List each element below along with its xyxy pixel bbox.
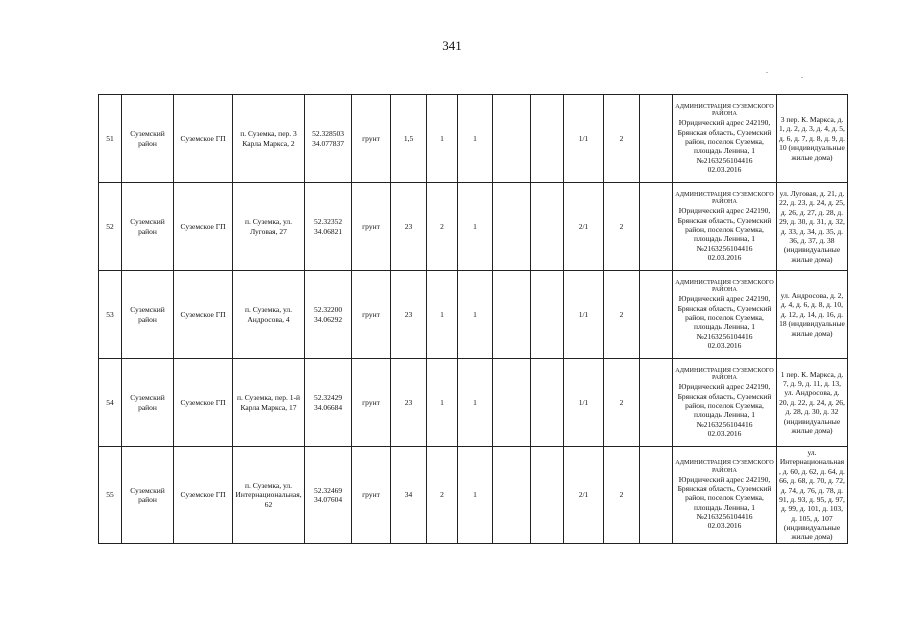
coordinates-cell: 52.32352 34.06821: [305, 183, 352, 271]
empty-cell: [640, 271, 673, 359]
table-row: [99, 447, 848, 544]
count-cell: 1: [458, 183, 493, 271]
administration-cell: [673, 359, 777, 447]
table-row: [99, 95, 848, 183]
surface-cell: грунт: [352, 183, 391, 271]
empty-cell: [493, 271, 531, 359]
served-houses-cell: 1 пер. К. Маркса, д. 7, д. 9, д. 11, д. 13, ул. Андросова, д. 20, д. 22, д. 24, д. 26, д. 28, д. 30, д. 32 (индивидуальные жилые дома): [777, 359, 848, 447]
admin-date: 02.03.2016: [707, 253, 742, 262]
empty-cell: [493, 183, 531, 271]
empty-cell: [531, 447, 564, 544]
ratio-cell: 2/1: [564, 183, 604, 271]
served-houses-cell: 3 пер. К. Маркса, д. 1, д. 2, д. 3, д. 4, д. 5, д. 6, д. 7, д. 8, д. 9, д. 10 (индивидуальные жилые дома): [777, 95, 848, 183]
surface-cell: грунт: [352, 447, 391, 544]
count-cell: 2: [604, 183, 640, 271]
count-cell: 1: [458, 447, 493, 544]
settlement-cell: Суземское ГП: [174, 359, 233, 447]
page-number: 341: [442, 38, 462, 53]
admin-date: 02.03.2016: [707, 521, 742, 531]
scan-speck: [766, 72, 768, 73]
empty-cell: [531, 183, 564, 271]
area-cell: 34: [391, 447, 427, 544]
area-cell: 23: [391, 359, 427, 447]
settlement-cell: Суземское ГП: [174, 447, 233, 544]
row-number: 53: [99, 271, 122, 359]
admin-address: Юридический адрес 242190, Брянская область, Суземский район, поселок Суземка, площадь Ленина, 1: [677, 382, 772, 420]
settlement-cell: Суземское ГП: [174, 183, 233, 271]
row-number: 52: [99, 183, 122, 271]
administration-cell: [673, 447, 777, 544]
count-cell: 2: [604, 359, 640, 447]
empty-cell: [640, 95, 673, 183]
coordinates-cell: 52.328503 34.077837: [305, 95, 352, 183]
served-houses-cell: ул. Андросова, д. 2, д. 4, д. 6, д. 8, д. 10, д. 12, д. 14, д. 16, д. 18 (индивидуальные жилые дома): [777, 271, 848, 359]
empty-cell: [493, 95, 531, 183]
ratio-cell: 1/1: [564, 271, 604, 359]
count-cell: 1: [427, 271, 458, 359]
district-cell: Суземский район: [122, 95, 174, 183]
admin-address: Юридический адрес 242190, Брянская область, Суземский район, поселок Суземка, площадь Ленина, 1: [677, 206, 772, 244]
address-cell: п. Суземка, пер. 3 Карла Маркса, 2: [233, 95, 305, 183]
count-cell: 1: [427, 95, 458, 183]
admin-ogrn: №2163256104416: [696, 512, 753, 521]
table-row: [99, 359, 848, 447]
admin-date: 02.03.2016: [707, 341, 742, 350]
container-site-registry-table: [98, 94, 848, 544]
empty-cell: [531, 359, 564, 447]
admin-title: АДМИНИСТРАЦИЯ СУЗЕМСКОГО РАЙОНА: [675, 278, 774, 294]
count-cell: 1: [458, 271, 493, 359]
admin-address: Юридический адрес 242190, Брянская область, Суземский район, поселок Суземка, площадь Ленина, 1: [677, 294, 772, 332]
admin-title: АДМИНИСТРАЦИЯ СУЗЕМСКОГО РАЙОНА: [675, 366, 774, 382]
surface-cell: грунт: [352, 359, 391, 447]
admin-address: Юридический адрес 242190, Брянская область, Суземский район, поселок Суземка, площадь Ленина, 1: [677, 118, 772, 156]
empty-cell: [531, 271, 564, 359]
served-houses-cell: ул. Интернациональная, д. 60, д. 62, д. 64, д. 66, д. 68, д. 70, д. 72, д. 74, д. 76, д. 78, д. 91, д. 93, д. 95, д. 97, д. 99, д. 101, д. 103, д. 105, д. 107 (индивидуальные жилые дома): [777, 447, 848, 544]
empty-cell: [640, 447, 673, 544]
count-cell: 2: [604, 447, 640, 544]
ratio-cell: 1/1: [564, 95, 604, 183]
area-cell: 23: [391, 183, 427, 271]
table-row: [99, 183, 848, 271]
scan-speck: [801, 77, 803, 78]
address-cell: п. Суземка, пер. 1-й Карла Маркса, 17: [233, 359, 305, 447]
coordinates-cell: 52.32469 34.07604: [305, 447, 352, 544]
empty-cell: [493, 447, 531, 544]
address-cell: п. Суземка, ул. Андросова, 4: [233, 271, 305, 359]
admin-date: 02.03.2016: [707, 429, 742, 438]
admin-address: Юридический адрес 242190, Брянская область, Суземский район, поселок Суземка, площадь Ленина, 1: [677, 474, 772, 512]
admin-title: АДМИНИСТРАЦИЯ СУЗЕМСКОГО РАЙОНА: [675, 102, 774, 118]
table-body: [99, 95, 848, 544]
district-cell: Суземский район: [122, 359, 174, 447]
row-number: 51: [99, 95, 122, 183]
empty-cell: [531, 95, 564, 183]
empty-cell: [493, 359, 531, 447]
admin-title: АДМИНИСТРАЦИЯ СУЗЕМСКОГО РАЙОНА: [675, 459, 774, 474]
area-cell: 23: [391, 271, 427, 359]
settlement-cell: Суземское ГП: [174, 271, 233, 359]
admin-ogrn: №2163256104416: [696, 155, 753, 165]
surface-cell: грунт: [352, 271, 391, 359]
surface-cell: грунт: [352, 95, 391, 183]
settlement-cell: Суземское ГП: [174, 95, 233, 183]
count-cell: 1: [458, 95, 493, 183]
address-cell: п. Суземка, ул. Луговая, 27: [233, 183, 305, 271]
admin-ogrn: №2163256104416: [696, 419, 753, 429]
district-cell: Суземский район: [122, 447, 174, 544]
area-cell: 1,5: [391, 95, 427, 183]
administration-cell: [673, 183, 777, 271]
admin-date: 02.03.2016: [707, 165, 742, 174]
empty-cell: [640, 359, 673, 447]
coordinates-cell: 52.32429 34.06684: [305, 359, 352, 447]
empty-cell: [640, 183, 673, 271]
count-cell: 2: [427, 183, 458, 271]
admin-title: АДМИНИСТРАЦИЯ СУЗЕМСКОГО РАЙОНА: [675, 190, 774, 206]
admin-ogrn: №2163256104416: [696, 331, 753, 341]
count-cell: 1: [427, 359, 458, 447]
count-cell: 2: [604, 95, 640, 183]
address-cell: п. Суземка, ул. Интернациональная, 62: [233, 447, 305, 544]
administration-cell: [673, 271, 777, 359]
table-row: [99, 271, 848, 359]
district-cell: Суземский район: [122, 271, 174, 359]
count-cell: 2: [604, 271, 640, 359]
row-number: 55: [99, 447, 122, 544]
district-cell: Суземский район: [122, 183, 174, 271]
ratio-cell: 2/1: [564, 447, 604, 544]
count-cell: 1: [458, 359, 493, 447]
served-houses-cell: ул. Луговая, д. 21, д. 22, д. 23, д. 24, д. 25, д. 26, д. 27, д. 28, д. 29, д. 30, д. 31, д. 32, д. 33, д. 34, д. 35, д. 36, д. 37, д. 38 (индивидуальные жилые дома): [777, 183, 848, 271]
count-cell: 2: [427, 447, 458, 544]
admin-ogrn: №2163256104416: [696, 243, 753, 253]
administration-cell: [673, 95, 777, 183]
ratio-cell: 1/1: [564, 359, 604, 447]
row-number: 54: [99, 359, 122, 447]
coordinates-cell: 52.32200 34.06292: [305, 271, 352, 359]
